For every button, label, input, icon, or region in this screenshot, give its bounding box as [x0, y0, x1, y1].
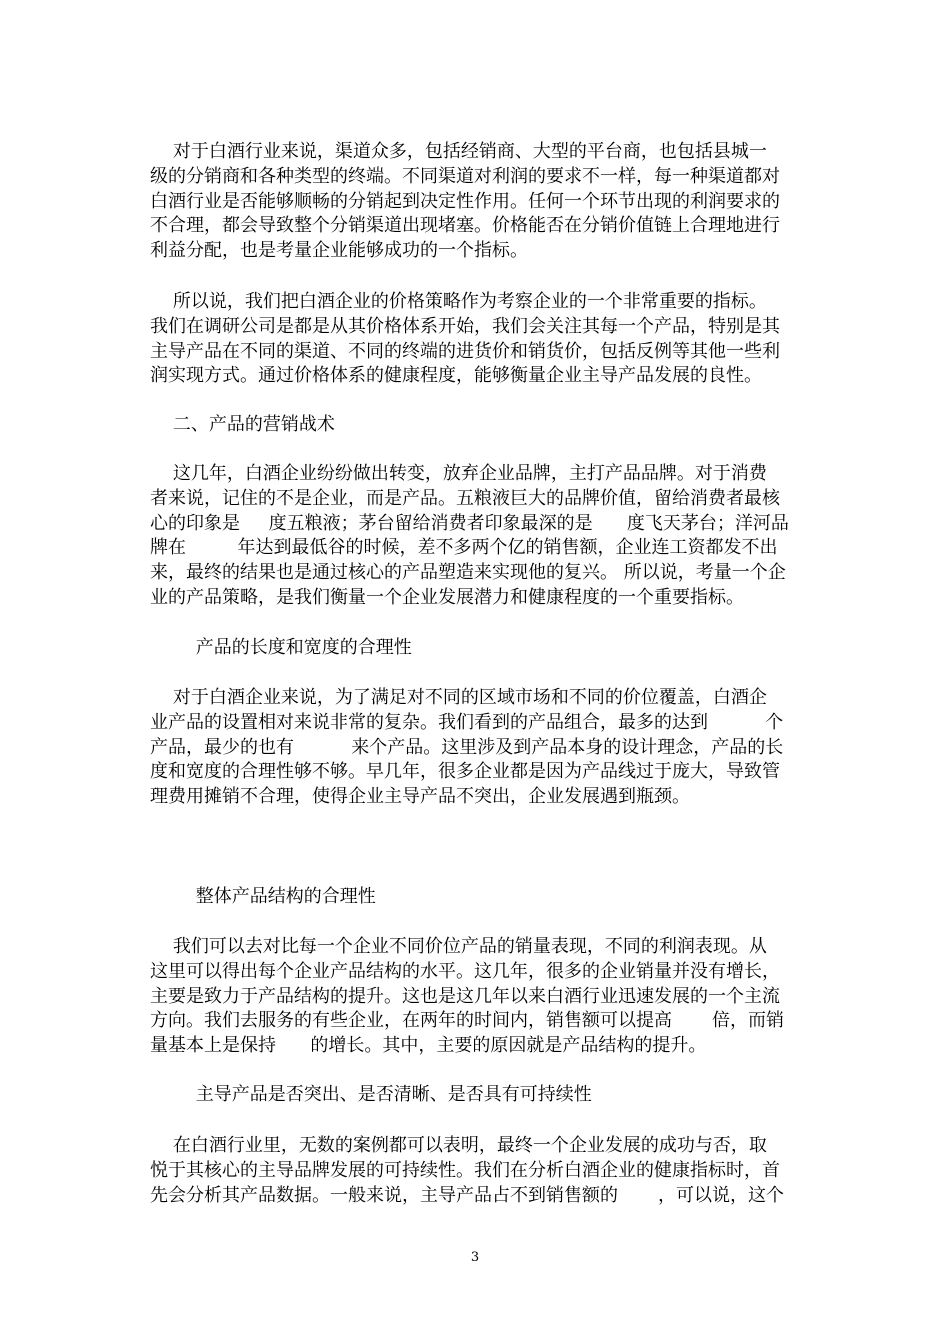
text-line: 方向。我们去服务的有些企业，在两年的时间内，销售额可以提高 倍，而销 [150, 1010, 785, 1032]
text-line: 悦于其核心的主导品牌发展的可持续性。我们在分析白酒企业的健康指标时，首 [150, 1159, 780, 1181]
text-line: 业的产品策略，是我们衡量一个企业发展潜力和健康程度的一个重要指标。 [150, 587, 744, 608]
text-line: 产品的长度和宽度的合理性 [150, 637, 412, 658]
text-line: 不合理，都会导致整个分销渠道出现堵塞。价格能否在分销价值链上合理地进行 [150, 215, 780, 237]
text-line: 来，最终的结果也是通过核心的产品塑造来实现他的复兴。 所以说，考量一个企 [150, 562, 786, 584]
text-line: 主导产品在不同的渠道、不同的终端的进货价和销货价，包括反例等其他一些利 [150, 340, 780, 362]
text-line: 利益分配，也是考量企业能够成功的一个指标。 [150, 240, 528, 262]
text-line: 业产品的设置相对来说非常的复杂。我们看到的产品组合，最多的达到 个 [150, 711, 784, 733]
text-line: 所以说，我们把白酒企业的价格策略作为考察企业的一个非常重要的指标。 [150, 291, 767, 312]
text-line: 主要是致力于产品结构的提升。这也是这几年以来白酒行业迅速发展的一个主流 [150, 985, 780, 1007]
page-number: 3 [470, 1250, 480, 1265]
text-line: 润实现方式。通过价格体系的健康程度，能够衡量企业主导产品发展的良性。 [150, 365, 762, 387]
text-line: 对于白酒企业来说，为了满足对不同的区域市场和不同的价位覆盖，白酒企 [150, 687, 767, 708]
text-line: 整体产品结构的合理性 [150, 886, 376, 907]
text-line: 心的印象是 度五粮液；茅台留给消费者印象最深的是 度飞天茅台；洋河品 [150, 512, 789, 534]
text-line: 我们可以去对比每一个企业不同价位产品的销量表现，不同的利润表现。从 [150, 936, 767, 957]
text-line: 二、产品的营销战术 [150, 414, 335, 435]
text-line: 产品，最少的也有 来个产品。这里涉及到产品本身的设计理念，产品的长 [150, 736, 784, 758]
text-line: 这里可以得出每个企业产品结构的水平。这几年，很多的企业销量并没有增长， [150, 960, 780, 982]
text-line: 牌在 年达到最低谷的时候，差不多两个亿的销售额，企业连工资都发不出 [150, 537, 778, 559]
text-line: 我们在调研公司是都是从其价格体系开始，我们会关注其每一个产品，特别是其 [150, 315, 780, 337]
text-line: 级的分销商和各种类型的终端。不同渠道对利润的要求不一样，每一种渠道都对 [150, 165, 780, 187]
text-line: 先会分析其产品数据。一般来说，主导产品占不到销售额的 ，可以说，这个 [150, 1184, 785, 1206]
text-line: 对于白酒行业来说，渠道众多，包括经销商、大型的平台商，也包括县城一 [150, 141, 767, 162]
text-line: 白酒行业是否能够顺畅的分销起到决定性作用。任何一个环节出现的利润要求的 [150, 190, 780, 212]
text-line: 量基本上是保持 的增长。其中，主要的原因就是产品结构的提升。 [150, 1035, 707, 1057]
text-line: 度和宽度的合理性够不够。早几年，很多企业都是因为产品线过于庞大，导致管 [150, 761, 780, 783]
text-line: 理费用摊销不合理，使得企业主导产品不突出，企业发展遇到瓶颈。 [150, 786, 690, 808]
text-line: 在白酒行业里，无数的案例都可以表明，最终一个企业发展的成功与否，取 [150, 1135, 767, 1156]
text-line: 主导产品是否突出、是否清晰、是否具有可持续性 [150, 1084, 592, 1105]
text-line: 者来说，记住的不是企业，而是产品。五粮液巨大的品牌价值，留给消费者最核 [150, 487, 780, 509]
text-line: 这几年，白酒企业纷纷做出转变，放弃企业品牌，主打产品品牌。对于消费 [150, 463, 767, 484]
